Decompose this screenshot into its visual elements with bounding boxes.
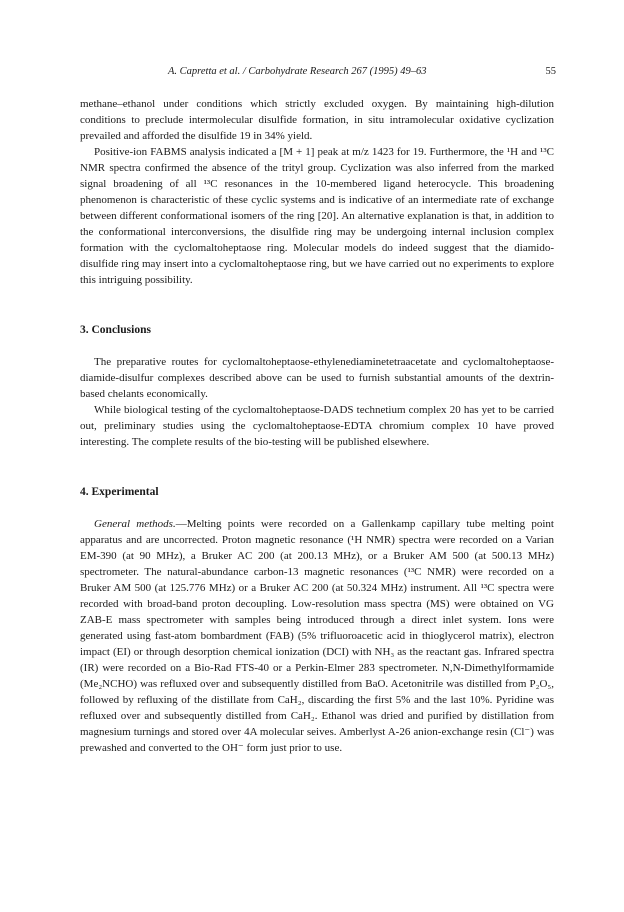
paragraph-intro-1: methane–ethanol under conditions which strictly excluded oxygen. By maintaining high-dilution conditions to preclude intermolecular disulfide formation, in situ intramolecular oxidative cyclization prevailed and afforded the disulfide 19 in 34% yield. [80, 98, 554, 142]
run-in-heading: General methods. [94, 518, 176, 530]
running-head [0, 64, 624, 80]
paragraph-experimental-1 [80, 516, 554, 756]
page-content [80, 96, 554, 756]
section-heading-conclusions: 3. Conclusions [80, 324, 151, 336]
page-number: 55 [545, 66, 556, 77]
running-title: A. Capretta et al. / Carbohydrate Research 267 (1995) 49–63 [168, 66, 427, 77]
paragraph-experimental-text: —Melting points were recorded on a Gallenkamp capillary tube melting point apparatus and are uncorrected. Proton magnetic resonance (¹H NMR) spectra were recorded on a Varian EM-390 (at 90 MHz), a Bruker AC 200 (at 200.13 MHz), or a Bruker AM 500 (at 500.13 MHz) spectrometer. The natural-abundance carbon-13 magnetic resonances (¹³C NMR) were recorded on a Bruker AM 500 (at 125.776 MHz) or a Bruker AC 200 (at 50.324 MHz) instrument. All ¹³C spectra were recorded with broad-band proton decoupling. Low-resolution mass spectra (MS) were obtained on VG ZAB-E mass spectrometer with samples being introduced through a direct inlet system. Ions were generated using fast-atom bombardment (FAB) (5% trifluoroacetic acid in thioglycerol matrix), electron impact (EI) or through desorption chemical ionization (DCI) with NH₃ as the reactant gas. Infrared spectra (IR) were recorded on a Bio-Rad FTS-40 or a Perkin-Elmer 283 spectrometer. N,N-Dimethylformamide (Me₂NCHO) was refluxed over and subsequently distilled from BaO. Acetonitrile was distilled from P₂O₅, followed by refluxing of the distillate from CaH₂, discarding the first 5% and the last 10%. Pyridine was refluxed over and subsequently distilled from CaH₂. Ethanol was dried and purified by distillation from magnesium turnings and stored over 4A molecular seives. Amberlyst A-26 anion-exchange resin (Cl⁻) was prewashed and converted to the OH⁻ form just prior to use. [80, 518, 554, 754]
paragraph-intro-2: Positive-ion FABMS analysis indicated a [M + 1] peak at m/z 1423 for 19. Furthermore, the ¹H and ¹³C NMR spectra confirmed the absence of the trityl group. Cyclization was also inferred from the marked signal broadening of all ¹³C resonances in the 10-membered ligand heterocycle. This broadening phenomenon is characteristic of these cyclic systems and is indicative of an intermediate rate of exchange between different conformational isomers of the ring [20]. An alternative explanation is that, in addition to the conformational interconversions, the disulfide ring may be undergoing internal inclusion complex formation with the cyclomaltoheptaose ring. Molecular models do indeed suggest that the diamido-disulfide ring may insert into a cyclomaltoheptaose ring, but we have carried out no experiments to explore this intriguing possibility. [80, 146, 554, 286]
paragraph-conclusions-2: While biological testing of the cyclomaltoheptaose-DADS technetium complex 20 has yet to be carried out, preliminary studies using the cyclomaltoheptaose-EDTA chromium complex 10 have proved interesting. The complete results of the bio-testing will be published elsewhere. [80, 404, 554, 448]
paragraph-conclusions-1: The preparative routes for cyclomaltoheptaose-ethylenediaminetetraacetate and cyclomaltoheptaose-diamide-disulfur complexes described above can be used to furnish substantial amounts of the dextrin-based chelants economically. [80, 356, 554, 400]
section-heading-experimental: 4. Experimental [80, 486, 159, 498]
